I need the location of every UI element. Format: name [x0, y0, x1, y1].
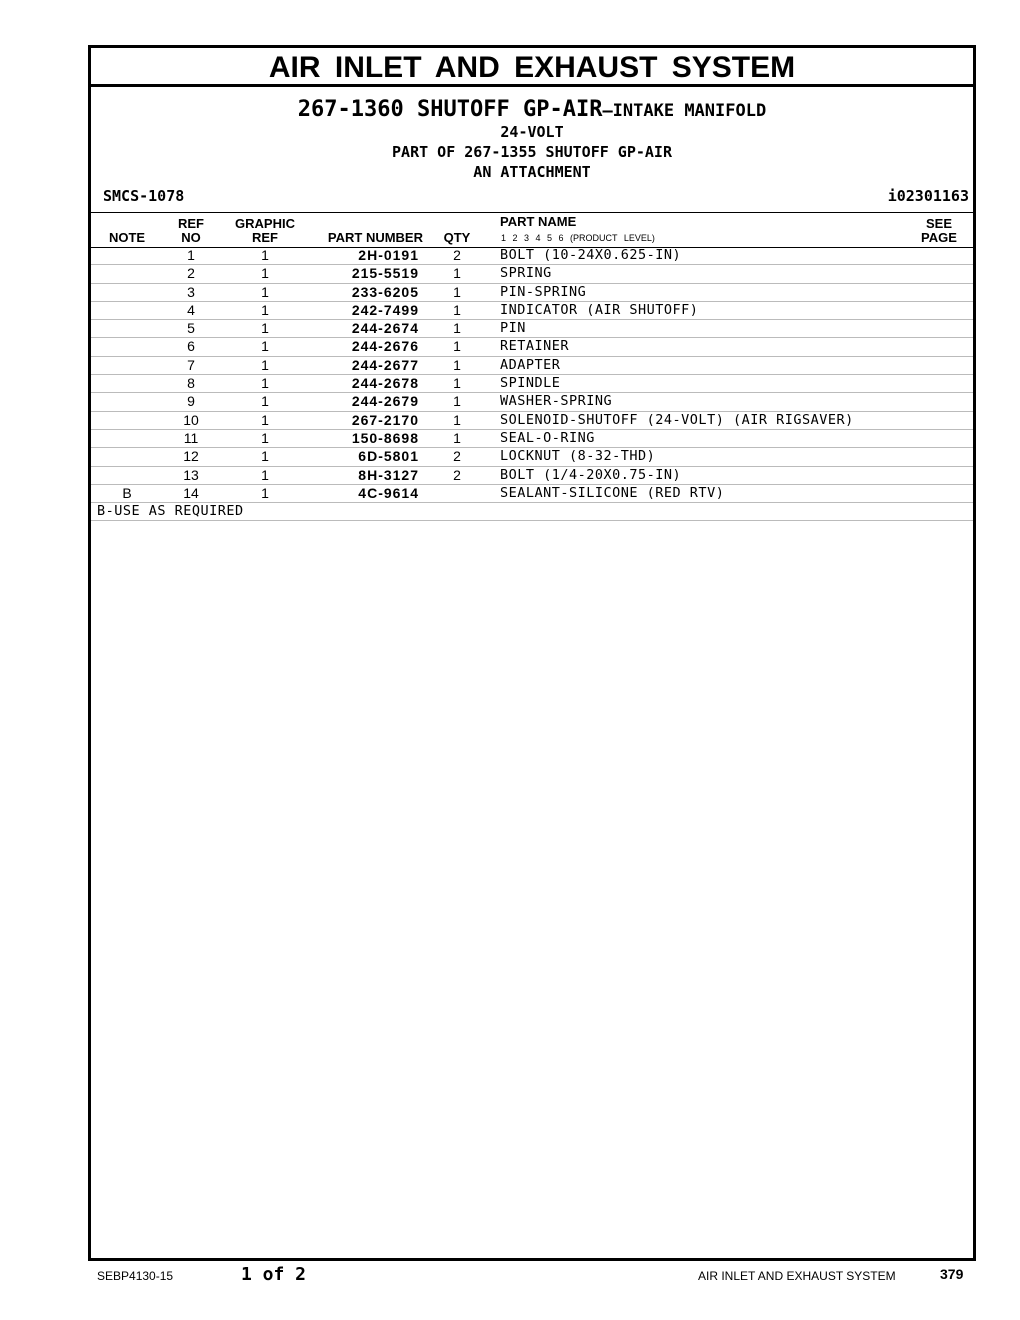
voltage-line: 24-VOLT — [500, 123, 564, 141]
part-name-cell: SEAL-O-RING — [500, 429, 595, 446]
table-row — [91, 247, 973, 265]
table-row — [91, 357, 973, 375]
part-number-cell: 8H-3127 — [358, 466, 419, 483]
note-cell: B — [122, 484, 132, 501]
qty-cell: 1 — [453, 265, 461, 282]
part-name-cell: INDICATOR (AIR SHUTOFF) — [500, 301, 699, 318]
ref-no-cell: 6 — [187, 338, 195, 355]
part-name-cell: RETAINER — [500, 338, 570, 355]
ref-no-cell: 11 — [183, 429, 199, 446]
page-frame — [88, 45, 976, 1261]
attachment-line: AN ATTACHMENT — [473, 163, 591, 181]
graphic-ref-cell: 1 — [261, 466, 269, 483]
col-qty: QTY — [443, 230, 471, 245]
graphic-ref-cell: 1 — [261, 484, 269, 501]
table-row — [91, 430, 973, 448]
table-row — [91, 375, 973, 393]
part-number-cell: 244-2674 — [351, 320, 419, 337]
ref-no-cell: 3 — [187, 283, 195, 300]
col-ref-bottom: NO — [181, 230, 201, 245]
graphic-ref-cell: 1 — [261, 301, 269, 318]
qty-cell: 1 — [453, 429, 461, 446]
table-row — [91, 412, 973, 430]
illustration-id: i02301163 — [887, 187, 969, 205]
col-see-top: SEE — [925, 216, 952, 231]
qty-cell: 2 — [453, 448, 461, 465]
page-title: AIR INLET AND EXHAUST SYSTEM — [91, 48, 973, 87]
ref-no-cell: 1 — [187, 247, 195, 263]
part-of-line: PART OF 267-1355 SHUTOFF GP-AIR — [392, 143, 672, 161]
ref-no-cell: 10 — [183, 411, 199, 428]
qty-cell: 1 — [453, 301, 461, 318]
table-row — [91, 467, 973, 485]
qty-cell: 1 — [453, 356, 461, 373]
graphic-ref-cell: 1 — [261, 375, 269, 392]
ref-no-cell: 7 — [187, 356, 195, 373]
graphic-ref-cell: 1 — [261, 411, 269, 428]
ref-no-cell: 14 — [183, 484, 199, 501]
part-number-cell: 244-2678 — [351, 375, 419, 392]
smcs-code: SMCS-1078 — [103, 187, 185, 205]
qty-cell: 1 — [453, 393, 461, 410]
part-number-cell: 242-7499 — [351, 301, 419, 318]
part-number-cell: 244-2679 — [351, 393, 419, 410]
table-row — [91, 485, 973, 503]
part-number-cell: 4C-9614 — [358, 484, 419, 501]
qty-cell: 1 — [453, 411, 461, 428]
col-note: NOTE — [108, 230, 146, 245]
graphic-ref-cell: 1 — [261, 448, 269, 465]
graphic-ref-cell: 1 — [261, 393, 269, 410]
part-number-cell: 267-2170 — [351, 411, 419, 428]
table-row — [91, 302, 973, 320]
col-graphic-top: GRAPHIC — [235, 216, 295, 231]
part-name-cell: BOLT (10-24X0.625-IN) — [500, 247, 682, 263]
footer-page-of: 1 of 2 — [241, 1264, 307, 1285]
graphic-ref-cell: 1 — [261, 338, 269, 355]
qty-cell: 2 — [453, 247, 461, 263]
part-name-cell: WASHER-SPRING — [500, 393, 613, 410]
graphic-ref-cell: 1 — [261, 320, 269, 337]
col-ref-top: REF — [178, 216, 204, 231]
ref-no-cell: 5 — [187, 320, 195, 337]
part-number-cell: 244-2677 — [351, 356, 419, 373]
part-name-cell: LOCKNUT (8-32-THD) — [500, 448, 656, 465]
note-text: B-USE AS REQUIRED — [97, 503, 244, 520]
part-name-cell: PIN — [500, 320, 526, 337]
col-product-levels: 1 2 3 4 5 6 (PRODUCT LEVEL) — [501, 233, 655, 243]
part-number-cell: 215-5519 — [351, 265, 419, 282]
qty-cell: 1 — [453, 283, 461, 300]
ref-no-cell: 2 — [187, 265, 195, 282]
graphic-ref-cell: 1 — [261, 265, 269, 282]
parts-table — [91, 247, 973, 521]
graphic-ref-cell: 1 — [261, 283, 269, 300]
ref-no-cell: 4 — [187, 301, 195, 318]
qty-cell: 2 — [453, 466, 461, 483]
table-row — [91, 393, 973, 411]
part-number-cell: 6D-5801 — [358, 448, 419, 465]
part-number-cell: 233-6205 — [351, 283, 419, 300]
col-part-number: PART NUMBER — [327, 230, 423, 245]
graphic-ref-cell: 1 — [261, 429, 269, 446]
group-title-tail: —INTAKE MANIFOLD — [602, 101, 767, 121]
note-row — [91, 503, 973, 521]
footer-section: AIR INLET AND EXHAUST SYSTEM — [698, 1269, 896, 1283]
col-graphic-bottom: REF — [252, 230, 278, 245]
part-name-cell: SEALANT-SILICONE (RED RTV) — [500, 484, 725, 501]
part-number-cell: 150-8698 — [351, 429, 419, 446]
ref-no-cell: 9 — [187, 393, 195, 410]
part-name-cell: SOLENOID-SHUTOFF (24-VOLT) (AIR RIGSAVER) — [500, 411, 854, 428]
part-name-cell: SPINDLE — [500, 375, 561, 392]
table-row — [91, 338, 973, 356]
table-row — [91, 284, 973, 302]
part-number-cell: 244-2676 — [351, 338, 419, 355]
qty-cell: 1 — [453, 375, 461, 392]
ref-no-cell: 8 — [187, 375, 195, 392]
qty-cell: 1 — [453, 338, 461, 355]
col-part-name: PART NAME — [500, 214, 577, 229]
part-name-cell: SPRING — [500, 265, 552, 282]
part-name-cell: PIN-SPRING — [500, 283, 587, 300]
part-number-cell: 2H-0191 — [358, 247, 419, 263]
qty-cell: 1 — [453, 320, 461, 337]
table-row — [91, 448, 973, 466]
ref-no-cell: 12 — [183, 448, 199, 465]
footer-page-number: 379 — [940, 1266, 964, 1282]
header-rule-top — [91, 212, 973, 213]
group-title — [91, 98, 973, 123]
col-see-bottom: PAGE — [921, 230, 957, 245]
part-name-cell: BOLT (1/4-20X0.75-IN) — [500, 466, 682, 483]
graphic-ref-cell: 1 — [261, 247, 269, 263]
group-title-main: 267-1360 SHUTOFF GP-AIR — [297, 97, 603, 122]
footer-doc-number: SEBP4130-15 — [97, 1269, 174, 1283]
ref-no-cell: 13 — [183, 466, 199, 483]
part-name-cell: ADAPTER — [500, 356, 561, 373]
graphic-ref-cell: 1 — [261, 356, 269, 373]
table-row — [91, 320, 973, 338]
table-row — [91, 265, 973, 283]
